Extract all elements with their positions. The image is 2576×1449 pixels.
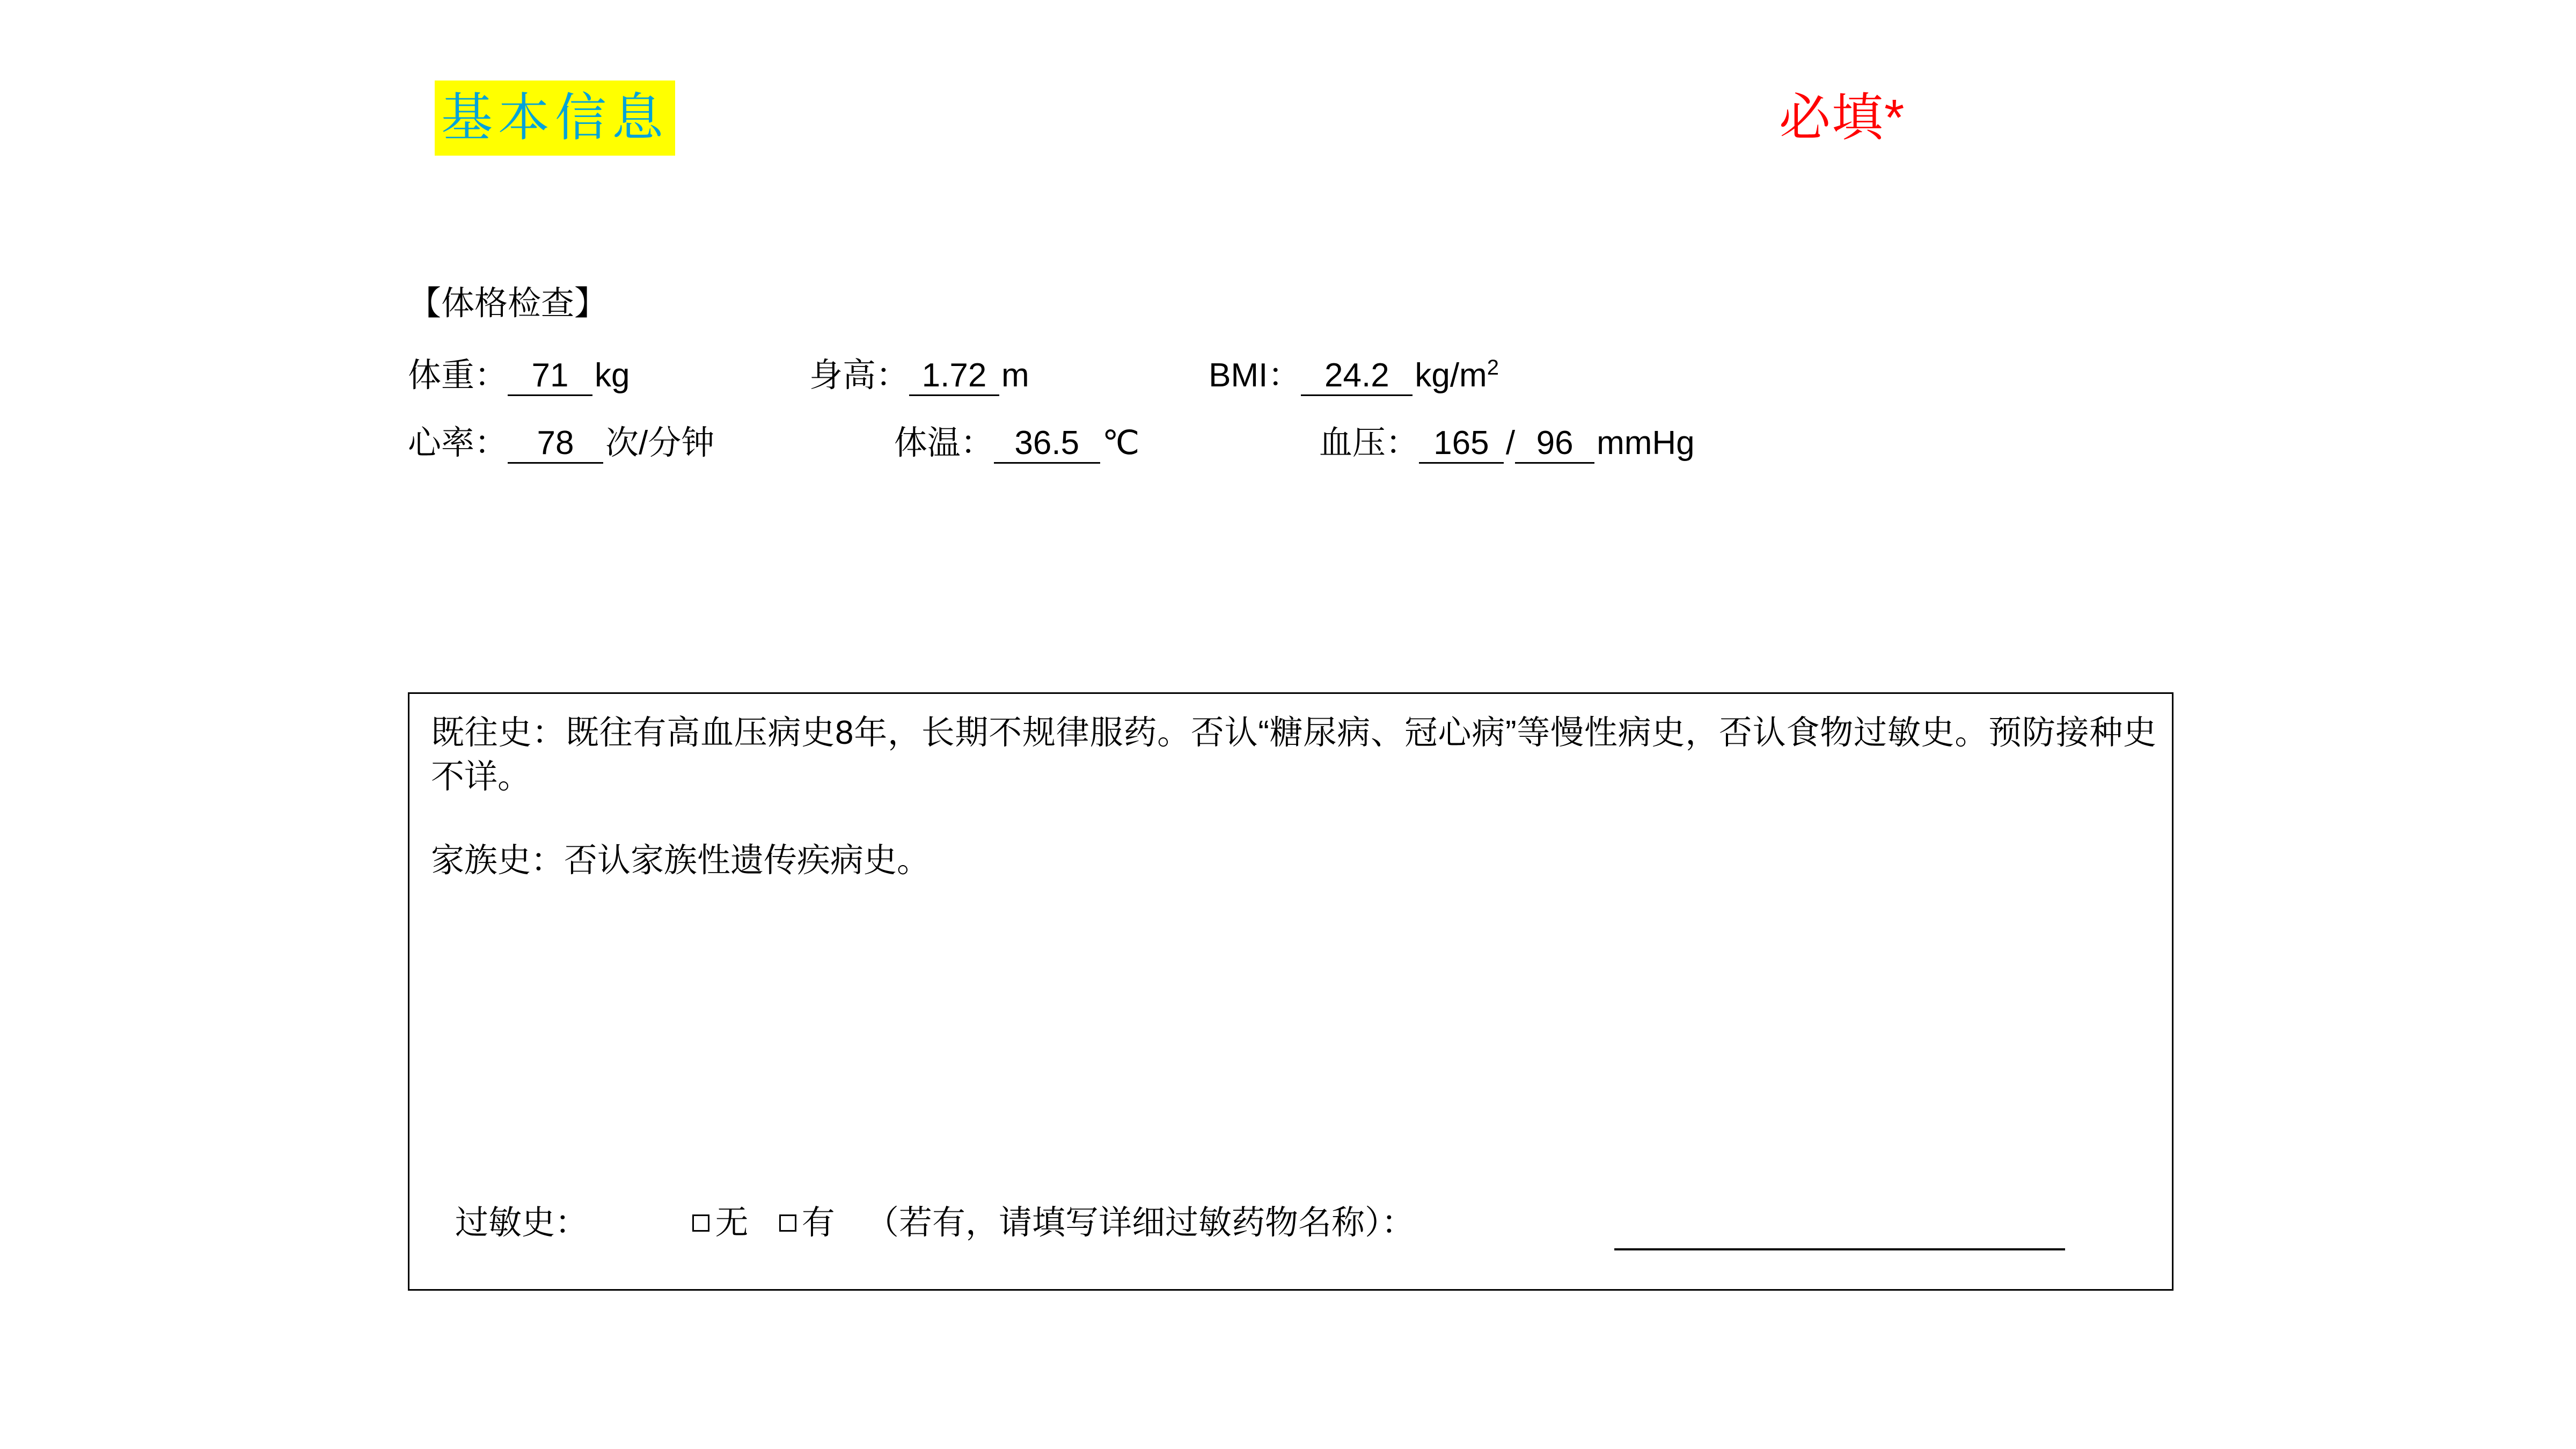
physical-exam-row-1 [408,357,1499,396]
allergy-option-yes[interactable] [779,1206,835,1240]
allergy-note: （若有，请填写详细过敏药物名称）： [865,1204,1415,1241]
allergy-detail-input[interactable] [1614,1239,2065,1250]
weight-unit: kg [595,356,630,394]
blood-pressure-label: 血压： [1319,425,1419,462]
height-label: 身高： [809,356,909,394]
height-field [809,356,1029,396]
bmi-label: BMI： [1209,356,1301,394]
allergy-option-none-label: 无 [715,1204,749,1241]
allergy-history-row [455,1206,1415,1240]
paragraph-spacer [431,799,2156,839]
checkbox-icon[interactable] [779,1214,796,1232]
weight-field [408,356,630,396]
blood-pressure-systolic-input[interactable]: 165 [1419,427,1504,464]
checkbox-icon[interactable] [692,1214,709,1232]
heart-rate-field [408,427,714,464]
family-history-text: 家族史：否认家族性遗传疾病史。 [431,841,931,879]
temperature-input[interactable]: 36.5 [994,427,1100,464]
page-title: 基本信息 [435,80,675,156]
required-field-mark: 必填* [1779,89,1906,147]
past-history-text: 既往史：既往有高血压病史8年，长期不规律服药。否认“糖尿病、冠心病”等慢性病史，否认食物过敏史。预防接种史不详。 [431,714,2156,795]
temperature-field [894,427,1140,464]
blood-pressure-unit: mmHg [1597,425,1695,462]
temperature-unit: ℃ [1102,425,1140,462]
weight-input[interactable]: 71 [508,359,592,396]
blood-pressure-field [1319,427,1695,464]
bmi-input[interactable]: 24.2 [1301,359,1413,396]
blood-pressure-diastolic-input[interactable]: 96 [1515,427,1594,464]
physical-exam-row-2 [408,427,1695,464]
blood-pressure-separator: / [1505,425,1516,462]
bmi-unit: kg/m [1415,356,1487,394]
allergy-option-none[interactable] [692,1206,748,1240]
allergy-option-yes-label: 有 [801,1204,835,1241]
bmi-unit-exponent: 2 [1487,356,1499,379]
heart-rate-input[interactable]: 78 [508,427,603,464]
heart-rate-unit: 次/分钟 [605,425,715,462]
bmi-field [1209,357,1499,396]
weight-label: 体重： [408,356,508,394]
height-unit: m [1001,356,1029,394]
height-input[interactable]: 1.72 [909,359,999,396]
heart-rate-label: 心率： [408,425,508,462]
physical-exam-heading: 【体格检查】 [408,285,608,322]
history-text-block[interactable] [431,711,2156,882]
temperature-label: 体温： [894,425,994,462]
allergy-label: 过敏史： [455,1204,589,1241]
history-box [408,692,2174,1291]
page-header [0,80,2576,156]
